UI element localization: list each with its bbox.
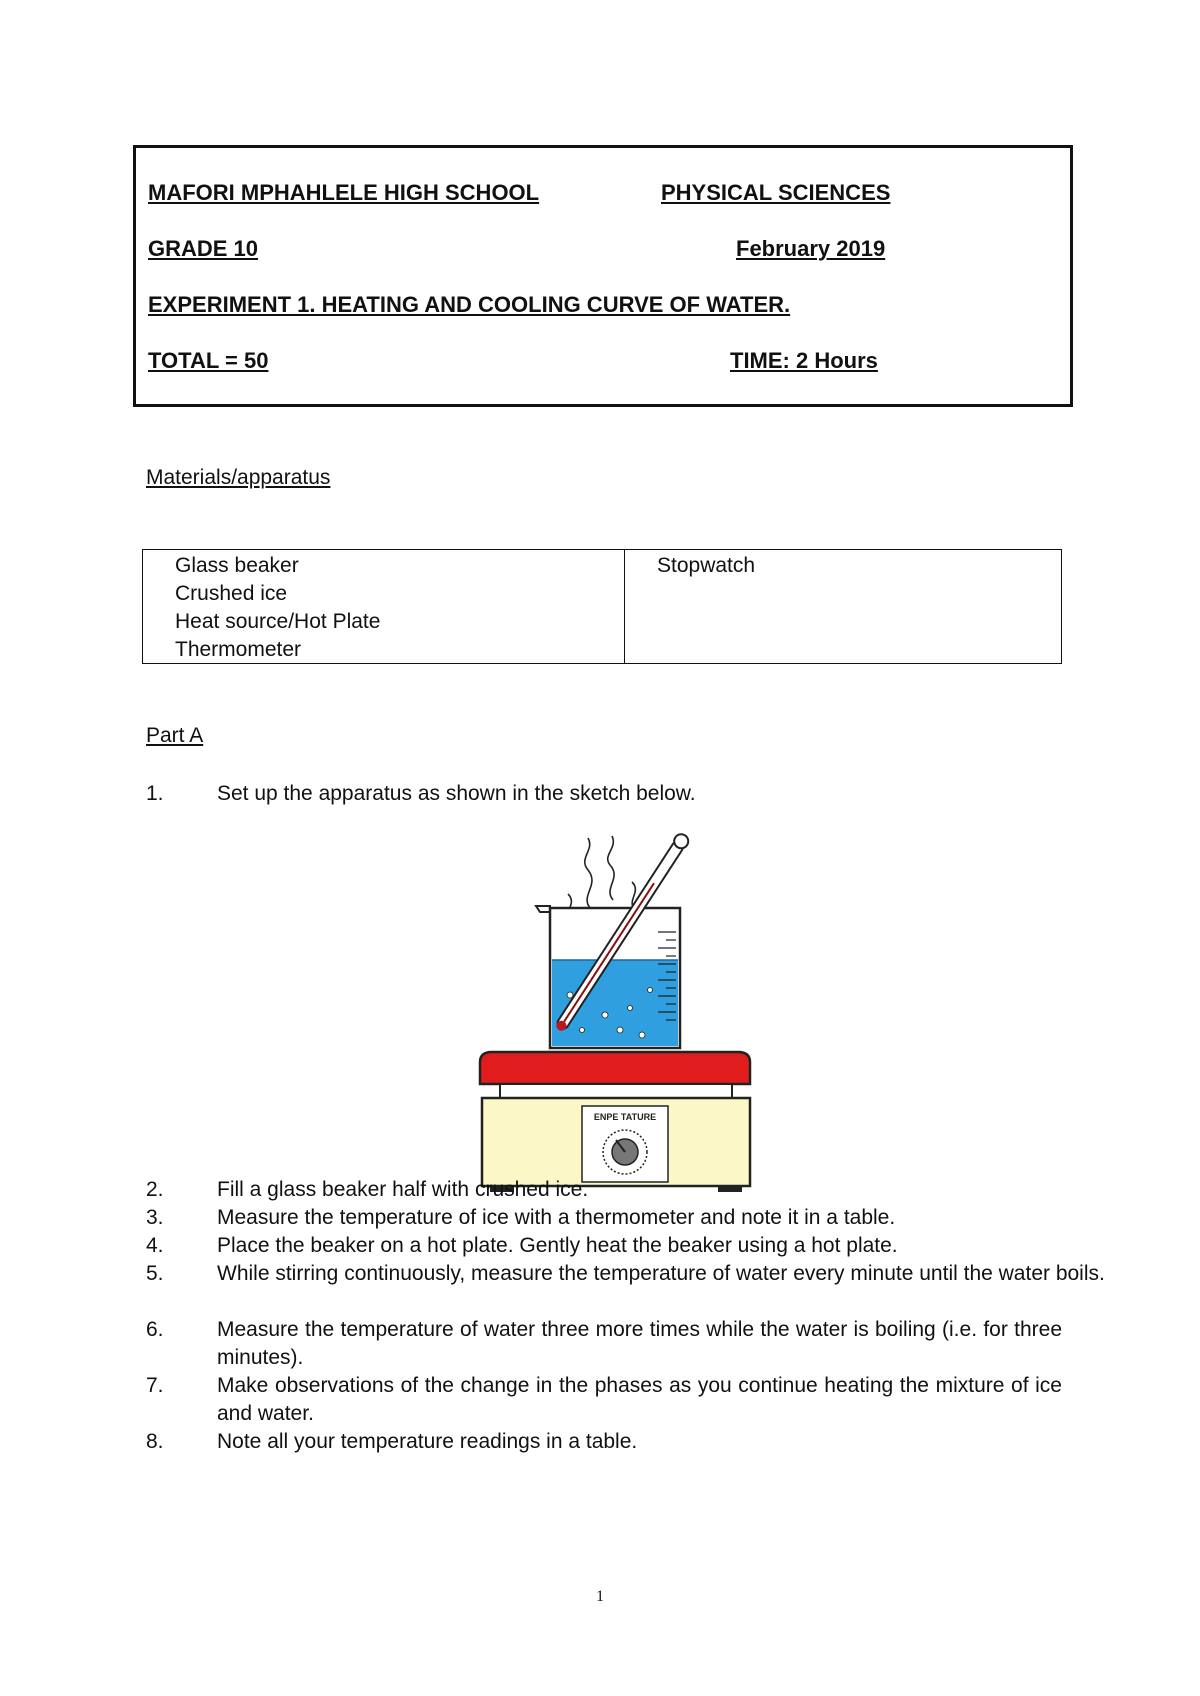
page-number: 1 [596,1588,604,1605]
materials-left-column [143,550,625,663]
materials-heading: Materials/apparatus [146,466,331,489]
step-number: 4. [146,1234,164,1257]
total-marks: TOTAL = 50 [148,348,269,373]
material-item: Stopwatch [657,554,756,577]
step-text: Fill a glass beaker half with crushed ice. [217,1178,589,1201]
step-text: Note all your temperature readings in a table. [217,1430,638,1453]
header-box [133,145,1073,407]
steam-wisp [585,838,592,908]
step-number: 6. [146,1318,164,1341]
step-text: Measure the temperature of water three more times while the water is boiling (i.e. for three minutes). [217,1318,1062,1369]
experiment-title: EXPERIMENT 1. HEATING AND COOLING CURVE OF WATER. [148,292,791,317]
time-allowed: TIME: 2 Hours [730,348,878,373]
steam-wisp [608,836,614,900]
step-number: 8. [146,1430,164,1453]
dial-label: ENPE TATURE [593,1112,657,1122]
grade-label: GRADE 10 [148,236,259,261]
step-number: 3. [146,1206,164,1229]
step-text: Make observations of the change in the phases as you continue heating the mixture of ice and water. [217,1374,1062,1425]
apparatus-illustration [470,830,760,1200]
step-number: 5. [146,1262,164,1285]
step-text: Place the beaker on a hot plate. Gently heat the beaker using a hot plate. [217,1234,898,1257]
material-item: Crushed ice [175,582,288,605]
material-item: Heat source/Hot Plate [175,610,381,633]
step-text: Measure the temperature of ice with a thermometer and note it in a table. [217,1206,896,1229]
step-number: 2. [146,1178,164,1201]
materials-table [142,549,1062,664]
material-item: Thermometer [175,638,302,661]
step-number: 1. [146,782,164,805]
hot-plate [480,1052,750,1192]
date-label: February 2019 [736,236,886,261]
materials-right-column [625,550,1061,663]
part-a-heading: Part A [146,724,204,747]
step-text: Set up the apparatus as shown in the sketch below. [217,782,696,805]
subject-name: PHYSICAL SCIENCES [661,180,891,205]
step-number: 7. [146,1374,164,1397]
material-item: Glass beaker [175,554,299,577]
school-name: MAFORI MPHAHLELE HIGH SCHOOL [148,180,540,205]
step-text: While stirring continuously, measure the temperature of water every minute until the water boils. [217,1262,1105,1285]
